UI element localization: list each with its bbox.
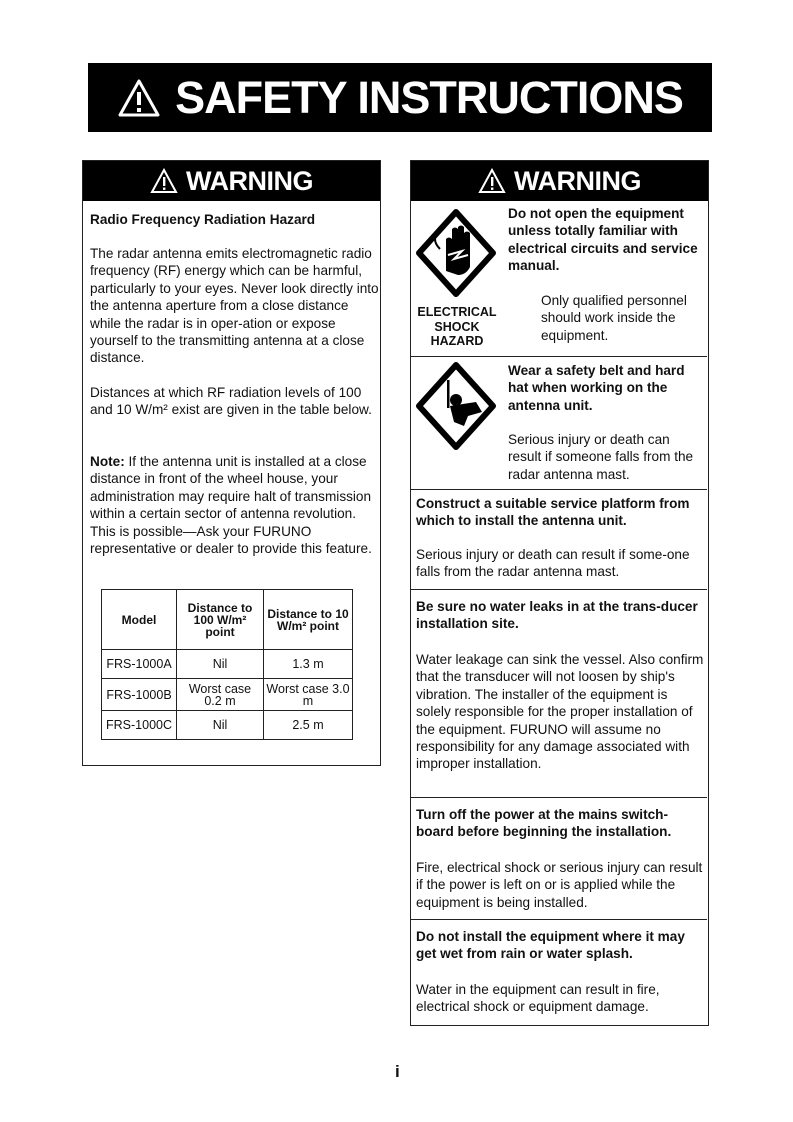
section-heading: Do not open the equipment unless totally familiar with electrical circuits and service manual. [508, 206, 698, 274]
title-banner [88, 63, 712, 132]
warning-triangle-icon [478, 168, 506, 194]
table-cell: 1.3 m [264, 650, 353, 679]
warning-triangle-icon [117, 78, 161, 118]
distance-paragraph: Distances at which RF radiation levels of 100 and 10 W/m² exist are given in the table below. [90, 385, 372, 418]
warning-header [83, 161, 380, 201]
table-header: Distance to 100 W/m² point [177, 590, 264, 650]
table-cell: Nil [177, 650, 264, 679]
table-cell: Nil [177, 711, 264, 740]
table-cell: FRS-1000A [102, 650, 177, 679]
fall-hazard-icon [416, 362, 496, 450]
section-text: Fire, electrical shock or serious injury can result if the power is left on or is applied while the equipment is being installed. [416, 860, 703, 910]
warning-label: WARNING [186, 165, 313, 196]
right-warning-box [410, 160, 709, 1026]
section-heading: Construct a suitable service platform from which to install the antenna unit. [416, 496, 690, 529]
section-heading: Wear a safety belt and hard hat when working on the antenna unit. [508, 363, 685, 413]
table-row [102, 650, 353, 679]
section-electrical-shock [411, 201, 707, 356]
section-heading: Be sure no water leaks in at the trans-ducer installation site. [416, 599, 698, 632]
section-text: Water in the equipment can result in fire, electrical shock or equipment damage. [416, 982, 660, 1015]
note-text: If the antenna unit is installed at a close distance in front of the wheel house, your administration may require halt of transmission within a certain sector of antenna revolution. This is possible—Ask your FURUNO representative or dealer to provide this feature. [90, 454, 372, 557]
section-water-leak [411, 589, 707, 798]
table-row [102, 711, 353, 740]
section-text: Serious injury or death can result if someone falls from the radar antenna mast. [508, 432, 694, 482]
left-warning-box [82, 160, 381, 766]
warning-triangle-icon [150, 168, 178, 194]
note-paragraph [90, 453, 380, 557]
rf-heading: Radio Frequency Radiation Hazard [90, 212, 316, 227]
table-cell: Worst case 0.2 m [177, 679, 264, 711]
note-label: Note: [90, 454, 125, 469]
warning-label: WARNING [514, 165, 641, 196]
section-service-platform [411, 489, 707, 590]
table-cell: FRS-1000B [102, 679, 177, 711]
hazard-label: ELECTRICAL SHOCK HAZARD [417, 305, 497, 348]
warning-header [411, 161, 708, 201]
table-cell: FRS-1000C [102, 711, 177, 740]
table-row [102, 679, 353, 711]
section-heading: Do not install the equipment where it may get wet from rain or water splash. [416, 929, 685, 962]
section-safety-belt [411, 356, 707, 490]
table-header: Distance to 10 W/m² point [264, 590, 353, 650]
rf-paragraph: The radar antenna emits electromagnetic radio frequency (RF) energy which can be harmful, particularly to your eyes. Never look directly into the antenna aperture from a close distance while the radar is in oper-ation or expose yourself to the transmitting antenna at a close distance. [90, 246, 379, 366]
section-rain-splash [411, 919, 707, 1026]
section-text: Serious injury or death can result if some-one falls from the radar antenna mast. [416, 547, 690, 580]
table-header: Model [102, 590, 177, 650]
section-text: Water leakage can sink the vessel. Also confirm that the transducer will not loosen by ship's vibration. The installer of the equipment is solely responsible for the proper installation of the equipment. FURUNO will assume no responsibility for any damage associated with improper installation. [416, 652, 704, 772]
section-heading: Turn off the power at the mains switch-board before beginning the installation. [416, 807, 672, 840]
rf-distance-table [101, 589, 353, 740]
section-text: Only qualified personnel should work inside the equipment. [541, 293, 687, 343]
page-number: i [395, 1062, 400, 1081]
table-cell: 2.5 m [264, 711, 353, 740]
electrical-shock-hazard-icon [416, 209, 496, 297]
table-cell: Worst case 3.0 m [264, 679, 353, 711]
section-power-off [411, 797, 707, 920]
page-title: SAFETY INSTRUCTIONS [175, 71, 683, 123]
